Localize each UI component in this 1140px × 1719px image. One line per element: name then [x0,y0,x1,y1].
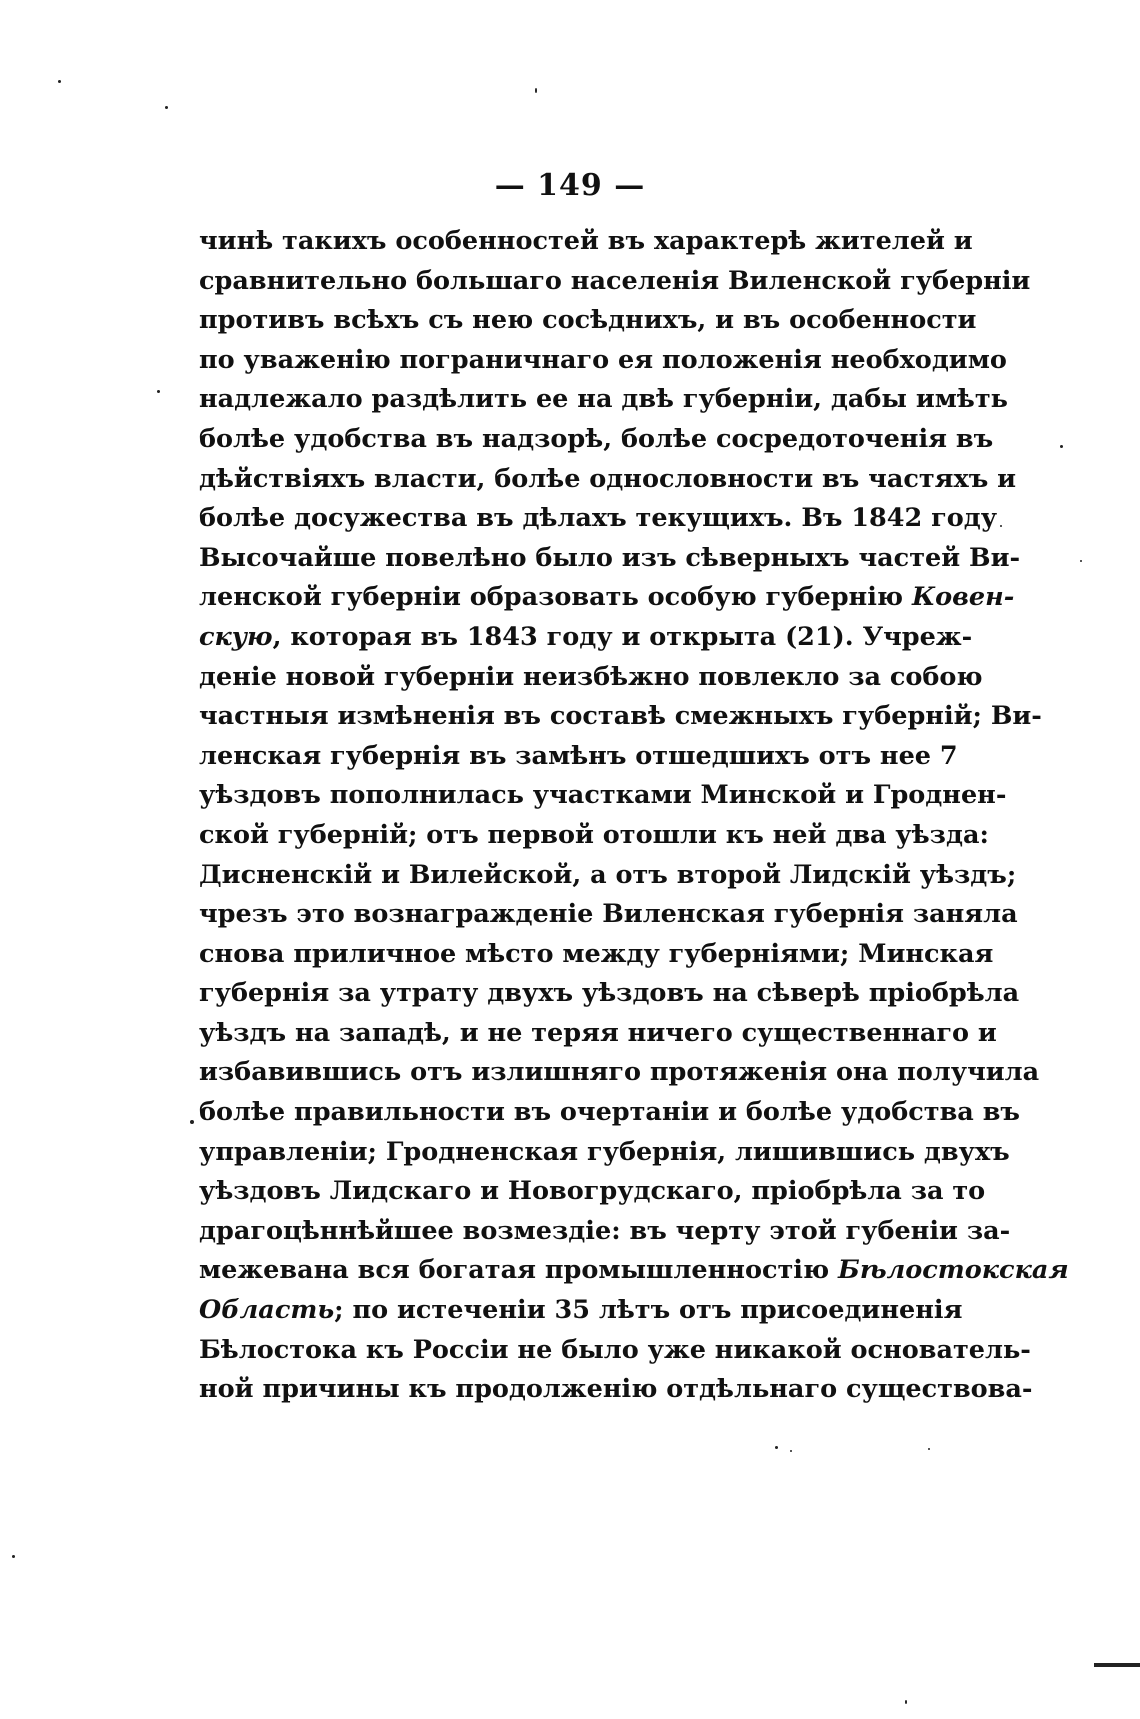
italic-text: Ковен- [911,582,1015,613]
scan-speck [790,1450,792,1452]
text-segment: драгоцѣннѣйшее возмездіе: въ черту этой губеніи за- [199,1215,1011,1246]
text-line [199,499,998,539]
text-segment: губернія за утрату двухъ уѣздовъ на сѣверѣ пріобрѣла [199,978,1020,1009]
text-line [199,895,1018,935]
text-segment: дѣйствіяхъ власти, болѣе однословности въ частяхъ и [199,463,1017,494]
scan-speck [1000,525,1002,527]
text-segment: Высочайше повелѣно было изъ сѣверныхъ частей Ви- [199,542,1021,573]
text-line [199,222,973,262]
scan-speck [165,106,168,109]
text-line [199,974,1020,1014]
text-line [199,1251,1069,1291]
text-line [199,420,994,460]
margin-rule [1094,1663,1140,1667]
text-segment: противъ всѣхъ съ нею сосѣднихъ, и въ особенности [199,305,977,336]
text-line [199,1093,1020,1133]
text-segment: надлежало раздѣлить ее на двѣ губерніи, дабы имѣть [199,384,1008,415]
text-line [199,776,1007,816]
text-segment: ленской губерніи образовать особую губернію [199,582,912,613]
scan-speck [905,1700,907,1704]
text-segment: межевана вся богатая промышленностію [199,1255,839,1286]
text-segment: болѣе удобства въ надзорѣ, болѣе сосредоточенія въ [199,423,994,454]
text-segment: уѣздъ на западѣ, и не теряя ничего существеннаго и [199,1017,997,1048]
text-line [199,1133,1010,1173]
text-segment: ской губерній; отъ первой отошли къ ней два уѣзда: [199,819,989,850]
body-text [199,222,1069,1410]
text-segment: по уваженію пограничнаго ея положенія необходимо [199,344,1007,375]
text-line [199,1291,963,1331]
text-segment: ленская губернія въ замѣнъ отшедшихъ отъ нее 7 [199,740,958,771]
text-line [199,737,958,777]
text-line [199,262,1031,302]
italic-text: скую [199,621,273,652]
text-segment: снова приличное мѣсто между губерніями; Минская [199,938,994,969]
text-segment: чинѣ такихъ особенностей въ характерѣ жителей и [199,226,973,256]
text-line [199,816,989,856]
scan-speck [535,88,537,93]
text-segment: уѣздовъ пополнилась участками Минской и Гроднен- [199,780,1007,811]
text-line [199,935,994,975]
text-line [199,1212,1011,1252]
text-line [199,578,1015,618]
scan-speck [1080,560,1082,562]
text-line [199,1370,1033,1410]
text-line [199,1053,1040,1093]
text-line [199,1014,997,1054]
scan-speck [928,1448,930,1450]
text-segment: управленіи; Гродненская губернія, лишившись двухъ [199,1136,1010,1167]
text-segment: частныя измѣненія въ составѣ смежныхъ губерній; Ви- [199,701,1042,732]
text-segment: чрезъ это вознагражденіе Виленская губернія заняла [199,899,1018,930]
text-line [199,856,1017,896]
text-line [199,1172,986,1212]
text-segment: ной причины къ продолженію отдѣльнаго существова- [199,1374,1033,1405]
italic-text: Область [199,1295,335,1326]
text-line [199,301,977,341]
text-segment: сравнительно большаго населенія Виленской губерніи [199,265,1031,296]
text-line [199,1331,1031,1371]
text-line [199,380,1008,420]
text-segment: Дисненскій и Вилейской, а отъ второй Лидскій уѣздъ; [199,859,1017,890]
text-line [199,658,983,698]
text-segment: Бѣлостока къ Россіи не было уже никакой основатель- [199,1334,1031,1365]
text-segment: ; по истеченіи 35 лѣтъ отъ присоединенія [334,1295,963,1326]
scan-speck [157,390,160,393]
text-line [199,539,1021,579]
text-line [199,341,1007,381]
text-segment: избавившись отъ излишняго протяженія она получила [199,1057,1040,1088]
text-segment: , которая въ 1843 году и открыта (21). Учреж- [272,621,973,652]
text-line [199,460,1017,500]
text-line [199,697,1042,737]
scan-speck [1060,445,1063,448]
scan-speck [190,1120,194,1124]
text-segment: уѣздовъ Лидскаго и Новогрудскаго, пріобрѣла за то [199,1176,986,1207]
scan-speck [12,1555,15,1558]
text-line [199,618,973,658]
text-segment: деніе новой губерніи неизбѣжно повлекло за собою [199,661,983,692]
page-number: — 149 — [494,168,646,203]
italic-text: Бѣлостокская [838,1255,1069,1286]
scan-speck [775,1446,778,1449]
text-segment: болѣе досужества въ дѣлахъ текущихъ. Въ 1842 году [199,503,998,534]
scan-speck [58,80,61,83]
text-segment: болѣе правильности въ очертаніи и болѣе удобства въ [199,1097,1020,1128]
